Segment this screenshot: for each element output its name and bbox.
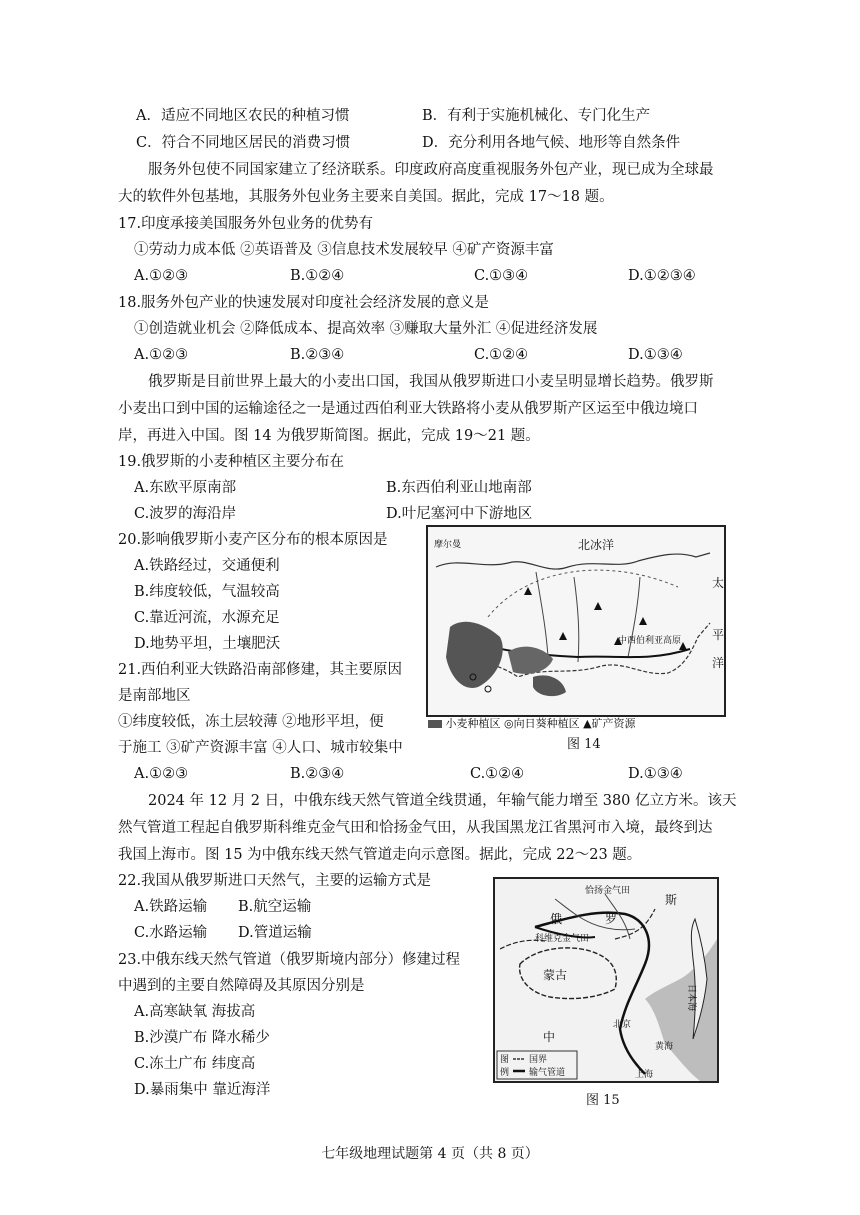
- q22-option-d: D.管道运输: [238, 925, 312, 941]
- wheat-legend-swatch: [428, 720, 442, 728]
- q17-option-a: A.①②③: [134, 268, 189, 284]
- map14-label-arctic-ocean: 北冰洋: [578, 538, 615, 552]
- q17-option-c: C.①③④: [474, 268, 529, 284]
- map14-label-pacific-1: 太: [712, 576, 724, 590]
- passage-pipeline-line-3: 我国上海市。图 15 为中俄东线天然气管道走向示意图。据此，完成 22～23 题。: [118, 847, 642, 863]
- q18-option-c: C.①②④: [474, 347, 529, 363]
- q17-items: ①劳动力成本低 ②英语普及 ③信息技术发展较早 ④矿产资源丰富: [134, 242, 554, 258]
- q20-option-b: B.纬度较低，气温较高: [134, 584, 280, 600]
- map15-legend-title-2: 例: [500, 1068, 510, 1078]
- map14-label-murmansk: 摩尔曼: [434, 540, 462, 550]
- q19-option-c: C.波罗的海沿岸: [134, 506, 237, 522]
- q23-option-c: C.冻土广布 纬度高: [134, 1056, 256, 1072]
- q17-option-d: D.①②③④: [628, 268, 696, 284]
- map15-label-china: 中: [543, 1030, 556, 1044]
- map15-label-mongolia: 蒙古: [543, 968, 568, 982]
- q21-stem-2: 是南部地区: [118, 688, 191, 704]
- q19-option-d: D.叶尼塞河中下游地区: [386, 506, 533, 522]
- q21-option-a: A.①②③: [134, 766, 189, 782]
- map15-label-russia-2: 罗: [605, 912, 618, 926]
- q22-option-b: B.航空运输: [238, 899, 312, 915]
- figure-14-caption: 图 14: [567, 737, 601, 752]
- map15-label-kovykta: 科维克金气田: [535, 934, 590, 944]
- map14-legend: [428, 716, 636, 732]
- figure-15-caption: 图 15: [586, 1093, 620, 1108]
- pipeline-map-svg: [495, 879, 717, 1081]
- q21-items-1: ①纬度较低，冻土层较薄 ②地形平坦，便: [118, 714, 384, 730]
- passage-pipeline-line-2: 然气管道工程起自俄罗斯科维克金气田和恰扬金气田，从我国黑龙江省黑河市入境，最终到达: [118, 820, 713, 836]
- russia-map-svg: [428, 527, 724, 715]
- q16-option-c: C．符合不同地区居民的消费习惯: [136, 135, 351, 151]
- passage-outsourcing-line-2: 大的软件外包基地，其服务外包业务主要来自美国。据此，完成 17～18 题。: [118, 189, 614, 205]
- passage-pipeline-line-1: 2024 年 12 月 2 日，中俄东线天然气管道全线贯通，年输气能力增至 380 亿立方米。该天: [148, 793, 737, 809]
- q18-stem: 18.服务外包产业的快速发展对印度社会经济发展的意义是: [118, 295, 490, 311]
- map15-label-shanghai: 上海: [635, 1070, 654, 1080]
- q21-option-c: C.①②④: [470, 766, 525, 782]
- map15-legend-pipeline: 输气管道: [529, 1068, 566, 1078]
- q17-stem: 17.印度承接美国服务外包业务的优势有: [118, 216, 374, 232]
- q21-option-b: B.②③④: [290, 766, 345, 782]
- q16-option-b: B．有利于实施机械化、专门化生产: [422, 108, 651, 124]
- map15-label-japan-sea: 日本海: [686, 984, 696, 1012]
- passage-wheat-line-3: 岸，再进入中国。图 14 为俄罗斯简图。据此，完成 19～21 题。: [118, 428, 540, 444]
- q23-stem-1: 23.中俄东线天然气管道（俄罗斯境内部分）修建过程: [118, 952, 461, 968]
- q20-option-a: A.铁路经过，交通便利: [134, 558, 280, 574]
- q18-option-a: A.①②③: [134, 347, 189, 363]
- q21-option-d: D.①③④: [628, 766, 683, 782]
- q21-items-2: 于施工 ③矿产资源丰富 ④人口、城市较集中: [118, 740, 403, 756]
- map14-label-pacific-3: 洋: [712, 656, 724, 670]
- pipeline-map-figure-15: [493, 877, 719, 1083]
- q21-stem-1: 21.西伯利亚大铁路沿南部修建，其主要原因: [118, 662, 403, 678]
- map15-label-beijing: 北京: [613, 1020, 632, 1030]
- q23-option-a: A.高寒缺氧 海拔高: [134, 1004, 256, 1020]
- map14-label-central-siberia: 中西伯利亚高原: [618, 636, 682, 646]
- q19-option-b: B.东西伯利亚山地南部: [386, 480, 532, 496]
- map15-label-yellow-sea: 黄海: [655, 1042, 674, 1052]
- map15-label-russia-3: 斯: [665, 893, 678, 907]
- q20-stem: 20.影响俄罗斯小麦产区分布的根本原因是: [118, 532, 388, 548]
- map15-label-russia-1: 俄: [550, 912, 563, 926]
- q16-option-a: A．适应不同地区农民的种植习惯: [136, 108, 350, 124]
- q17-option-b: B.①②④: [290, 268, 345, 284]
- q20-option-c: C.靠近河流，水源充足: [134, 610, 280, 626]
- q16-option-d: D．充分利用各地气候、地形等自然条件: [422, 135, 681, 151]
- q18-option-d: D.①③④: [628, 347, 683, 363]
- q23-option-b: B.沙漠广布 降水稀少: [134, 1030, 270, 1046]
- map15-legend-border: 国界: [529, 1055, 548, 1065]
- q19-option-a: A.东欧平原南部: [134, 480, 237, 496]
- map15-label-chayanda: 恰扬金气田: [585, 886, 631, 896]
- map14-label-pacific-2: 平: [712, 628, 724, 642]
- q18-option-b: B.②③④: [290, 347, 345, 363]
- q22-option-c: C.水路运输: [134, 925, 208, 941]
- q22-stem: 22.我国从俄罗斯进口天然气，主要的运输方式是: [118, 873, 432, 889]
- q23-option-d: D.暴雨集中 靠近海洋: [134, 1082, 271, 1098]
- map14-legend-text: 小麦种植区 ◎向日葵种植区 ▲矿产资源: [445, 717, 636, 730]
- russia-map-figure-14: [426, 525, 726, 717]
- map15-legend-title-1: 图: [500, 1055, 510, 1065]
- q23-stem-2: 中遇到的主要自然障碍及其原因分别是: [118, 978, 365, 994]
- passage-wheat-line-2: 小麦出口到中国的运输途径之一是通过西伯利亚大铁路将小麦从俄罗斯产区运至中俄边境口: [118, 401, 698, 417]
- page-footer: 七年级地理试题第 4 页（共 8 页）: [321, 1146, 539, 1162]
- q22-option-a: A.铁路运输: [134, 899, 208, 915]
- passage-wheat-line-1: 俄罗斯是目前世界上最大的小麦出口国，我国从俄罗斯进口小麦呈明显增长趋势。俄罗斯: [148, 374, 714, 390]
- passage-outsourcing-line-1: 服务外包使不同国家建立了经济联系。印度政府高度重视服务外包产业，现已成为全球最: [148, 162, 714, 178]
- q19-stem: 19.俄罗斯的小麦种植区主要分布在: [118, 454, 345, 470]
- q20-option-d: D.地势平坦，土壤肥沃: [134, 636, 281, 652]
- q18-items: ①创造就业机会 ②降低成本、提高效率 ③赚取大量外汇 ④促进经济发展: [134, 321, 598, 337]
